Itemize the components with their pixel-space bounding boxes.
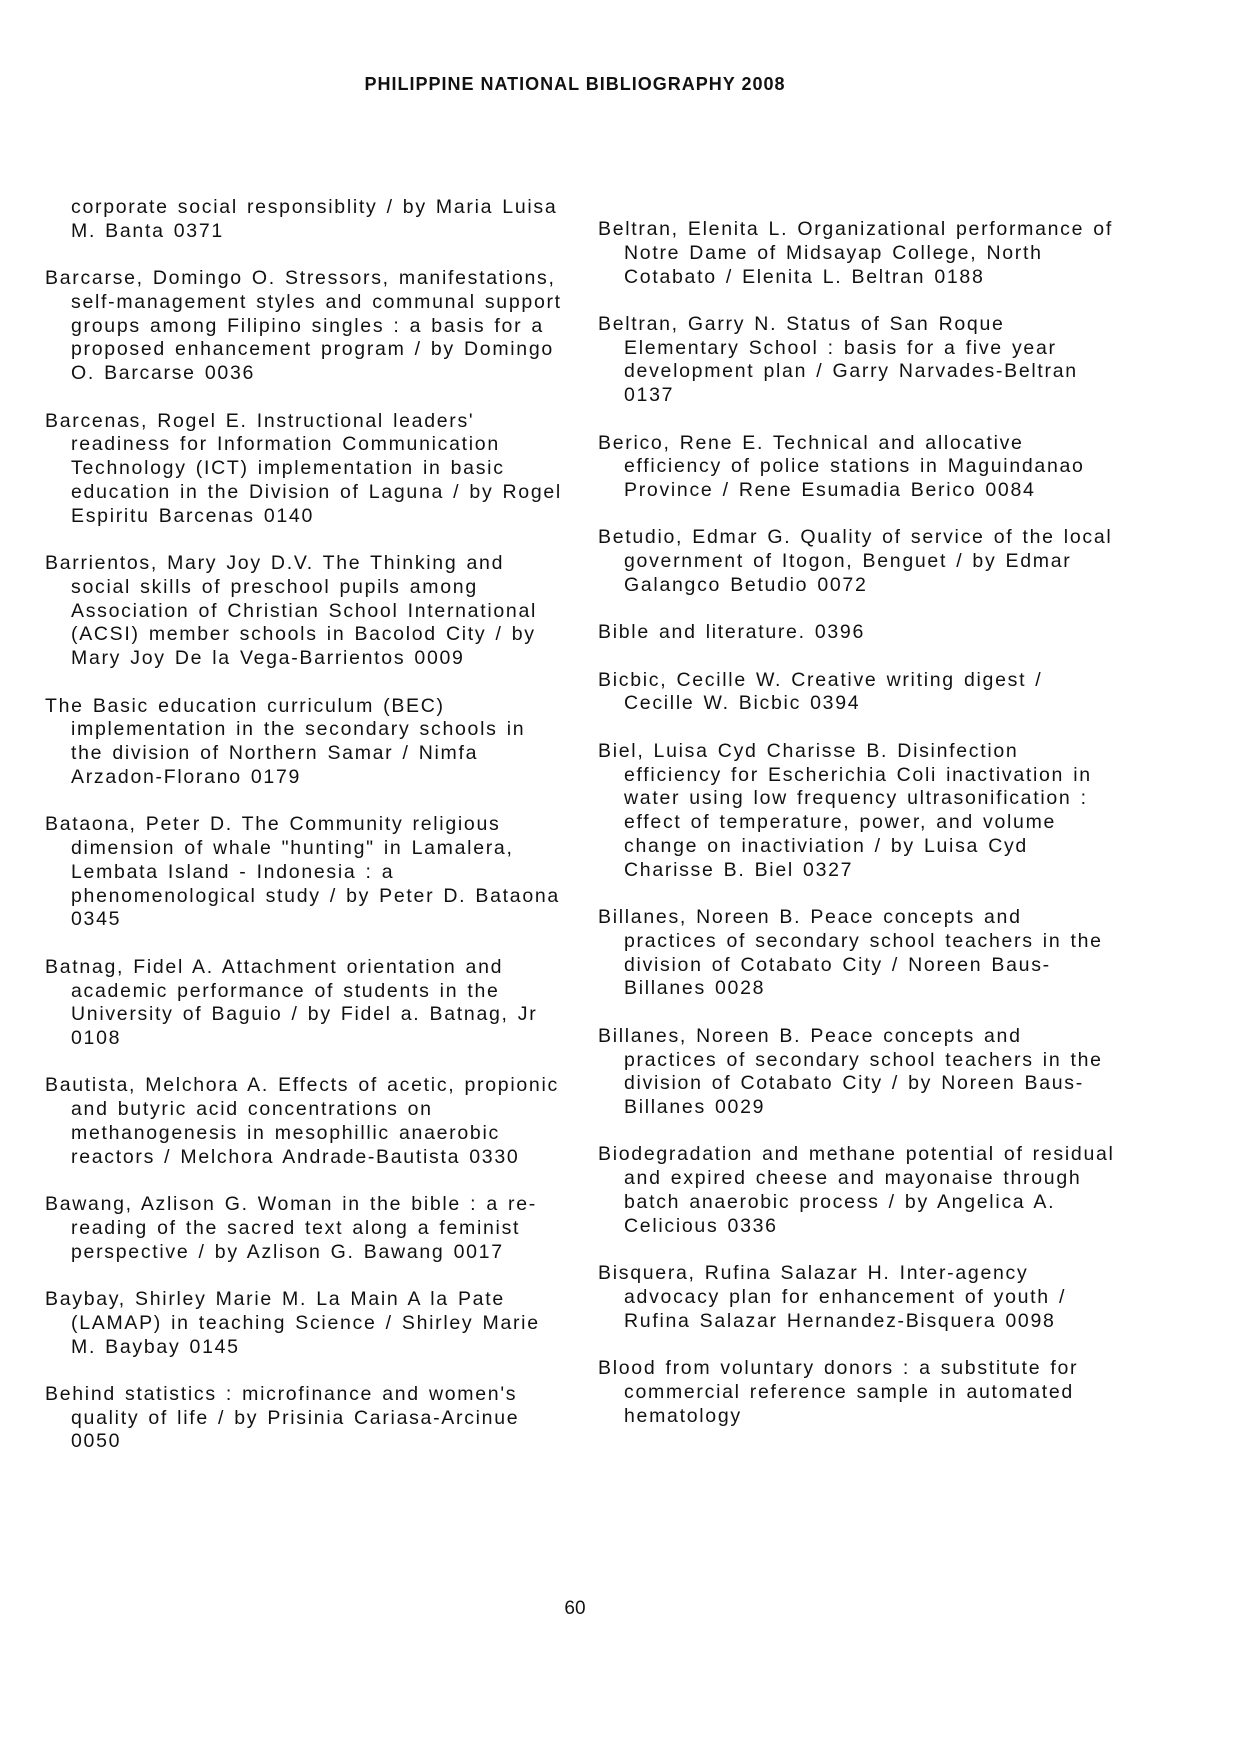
bib-entry: The Basic education curriculum (BEC) implementation in the secondary schools in the division of Northern Samar / Nimfa Arzadon-Florano 0179 bbox=[45, 694, 526, 788]
left-column bbox=[45, 196, 565, 1478]
bib-entry: Bataona, Peter D. The Community religious dimension of whale "hunting" in Lamalera, Lembata Island - Indonesia : a phenomenological study / by Peter D. Bataona 0345 bbox=[45, 813, 560, 931]
bib-entry: Beltran, Elenita L. Organizational performance of Notre Dame of Midsayap College, North Cotabato / Elenita L. Beltran 0188 bbox=[598, 218, 1113, 288]
bib-entry: Bicbic, Cecille W. Creative writing digest / Cecille W. Bicbic 0394 bbox=[598, 668, 1043, 715]
bib-entry: Berico, Rene E. Technical and allocative efficiency of police stations in Maguindanao Province / Rene Esumadia Berico 0084 bbox=[598, 431, 1085, 502]
bib-entry: Biodegradation and methane potential of residual and expired cheese and mayonaise through batch anaerobic process / by Angelica A. Celicious 0336 bbox=[598, 1143, 1115, 1237]
bib-entry: Beltran, Garry N. Status of San Roque Elementary School : basis for a five year development plan / Garry Narvades-Beltran 0137 bbox=[598, 312, 1078, 407]
bib-entry: Billanes, Noreen B. Peace concepts and practices of secondary school teachers in the division of Cotabato City / Noreen Baus-Billanes 0028 bbox=[598, 906, 1103, 1000]
bib-entry: Blood from voluntary donors : a substitute for commercial reference sample in automated hematology bbox=[598, 1356, 1079, 1427]
bib-entry: corporate social responsiblity / by Maria Luisa M. Banta 0371 bbox=[71, 196, 558, 242]
right-column bbox=[598, 218, 1118, 1452]
bib-entry: Barcenas, Rogel E. Instructional leaders' readiness for Information Communication Technology (ICT) implementation in basic education in the Division of Laguna / by Rogel Espiritu Barcenas 0140 bbox=[45, 409, 562, 527]
bib-entry: Baybay, Shirley Marie M. La Main A la Pate (LAMAP) in teaching Science / Shirley Marie M. Baybay 0145 bbox=[45, 1287, 540, 1358]
page-header: PHILIPPINE NATIONAL BIBLIOGRAPHY 2008 bbox=[364, 74, 786, 94]
bib-entry: Betudio, Edmar G. Quality of service of the local government of Itogon, Benguet / by Edmar Galangco Betudio 0072 bbox=[598, 526, 1113, 597]
bib-entry: Barrientos, Mary Joy D.V. The Thinking and social skills of preschool pupils among Association of Christian School International (ACSI) member schools in Bacolod City / by Mary Joy De la Vega-Barrientos 0009 bbox=[45, 552, 538, 670]
bib-entry: Biel, Luisa Cyd Charisse B. Disinfection efficiency for Escherichia Coli inactivation in water using low frequency ultrasonification : effect of temperature, power, and volume change on inactiviation / by Luisa Cyd Charisse B. Biel 0327 bbox=[598, 739, 1092, 881]
bib-entry: Behind statistics : microfinance and women's quality of life / by Prisinia Cariasa-Arcinue 0050 bbox=[45, 1382, 520, 1453]
bib-entry: Barcarse, Domingo O. Stressors, manifestations, self-management styles and communal support groups among Filipino singles : a basis for a proposed enhancement program / by Domingo O. Barcarse 0036 bbox=[45, 267, 562, 385]
bib-entry: Batnag, Fidel A. Attachment orientation and academic performance of students in the University of Baguio / by Fidel a. Batnag, Jr 0108 bbox=[45, 955, 538, 1050]
page-number: 60 bbox=[564, 1598, 586, 1619]
bib-entry: Bawang, Azlison G. Woman in the bible : a re-reading of the sacred text along a feminist perspective / by Azlison G. Bawang 0017 bbox=[45, 1193, 537, 1263]
bib-entry: Bible and literature. 0396 bbox=[598, 621, 866, 644]
bib-entry: Bautista, Melchora A. Effects of acetic, propionic and butyric acid concentrations on methanogenesis in mesophillic anaerobic reactors / Melchora Andrade-Bautista 0330 bbox=[45, 1074, 559, 1168]
bib-entry: Bisquera, Rufina Salazar H. Inter-agency advocacy plan for enhancement of youth / Rufina Salazar Hernandez-Bisquera 0098 bbox=[598, 1262, 1067, 1332]
bib-entry: Billanes, Noreen B. Peace concepts and practices of secondary school teachers in the division of Cotabato City / by Noreen Baus-Billanes 0029 bbox=[598, 1024, 1103, 1119]
